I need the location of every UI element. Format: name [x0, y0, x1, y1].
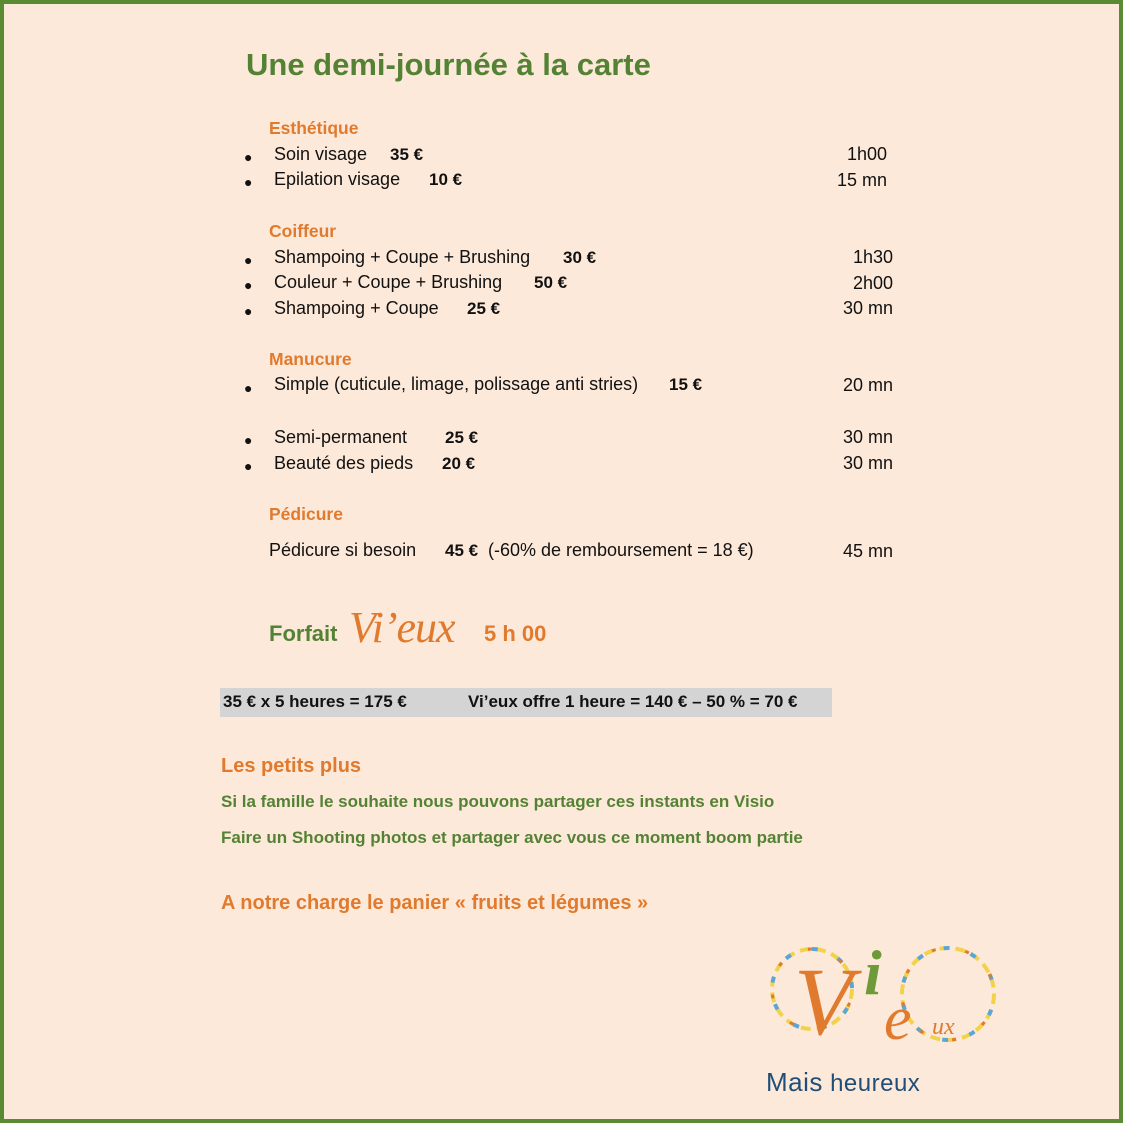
section-title-esthetique: Esthétique — [269, 118, 359, 138]
service-price: 25 € — [467, 299, 501, 318]
bullet-icon: ● — [244, 380, 253, 396]
service-duration: 1h00 — [846, 144, 887, 164]
calculation-left: 35 € x 5 heures = 175 € — [223, 692, 407, 711]
service-price: 35 € — [390, 145, 424, 164]
logo-letters-ux: ux — [932, 1014, 955, 1040]
service-name: Semi-permanent — [274, 427, 408, 447]
service-price: 30 € — [563, 248, 597, 267]
logo-tagline — [766, 1067, 920, 1098]
service-name: Simple (cuticule, limage, polissage anti stries) — [274, 374, 639, 394]
service-price: 25 € — [445, 428, 479, 447]
service-duration: 1h30 — [852, 247, 893, 267]
bullet-icon: ● — [244, 277, 253, 293]
extra-line: Faire un Shooting photos et partager avec vous ce moment boom partie — [221, 828, 803, 847]
charge-note: A notre charge le panier « fruits et légumes » — [221, 892, 649, 914]
bullet-icon: ● — [244, 303, 253, 319]
section-title-coiffeur: Coiffeur — [269, 221, 337, 241]
service-duration: 30 mn — [842, 298, 893, 318]
service-duration: 45 mn — [842, 541, 893, 561]
extra-line: Si la famille le souhaite nous pouvons partager ces instants en Visio — [221, 792, 775, 811]
service-name: Soin visage — [274, 144, 368, 164]
section-title-manucure: Manucure — [269, 349, 352, 369]
service-name: Beauté des pieds — [274, 453, 414, 473]
forfait-label: Forfait — [269, 621, 338, 646]
service-price: 20 € — [442, 454, 476, 473]
service-duration: 15 mn — [836, 170, 887, 190]
logo-tagline-heureux: heureux — [830, 1070, 921, 1097]
bullet-icon: ● — [244, 252, 253, 268]
logo-letter-i: i — [864, 937, 882, 1008]
service-name: Shampoing + Coupe + Brushing — [274, 247, 531, 267]
logo-letter-v: V — [794, 948, 853, 1055]
logo-letter-e: e — [884, 985, 912, 1053]
bullet-icon: ● — [244, 432, 253, 448]
service-name: Couleur + Coupe + Brushing — [274, 272, 503, 292]
service-price: 50 € — [534, 273, 568, 292]
calculation-right: Vi’eux offre 1 heure = 140 € – 50 % = 70 € — [468, 692, 798, 711]
page-title: Une demi-journée à la carte — [246, 47, 651, 82]
bullet-icon: ● — [244, 149, 253, 165]
extras-title: Les petits plus — [221, 755, 362, 777]
service-price: 10 € — [429, 170, 463, 189]
service-duration: 30 mn — [842, 427, 893, 447]
service-name: Shampoing + Coupe — [274, 298, 439, 318]
service-note: (-60% de remboursement = 18 €) — [488, 540, 754, 560]
bullet-icon: ● — [244, 174, 253, 190]
vieux-logo — [764, 934, 1004, 1074]
forfait-duration: 5 h 00 — [484, 621, 547, 646]
section-title-pedicure: Pédicure — [269, 504, 343, 524]
forfait-brand: Vi’eux — [349, 603, 455, 652]
service-price: 15 € — [669, 375, 703, 394]
bullet-icon: ● — [244, 458, 253, 474]
logo-tagline-mais: Mais — [766, 1067, 823, 1097]
service-price: 45 € — [445, 541, 479, 560]
service-name: Epilation visage — [274, 169, 401, 189]
service-duration: 20 mn — [842, 375, 893, 395]
service-name: Pédicure si besoin — [269, 540, 417, 560]
service-duration: 30 mn — [842, 453, 893, 473]
service-duration: 2h00 — [852, 273, 893, 293]
